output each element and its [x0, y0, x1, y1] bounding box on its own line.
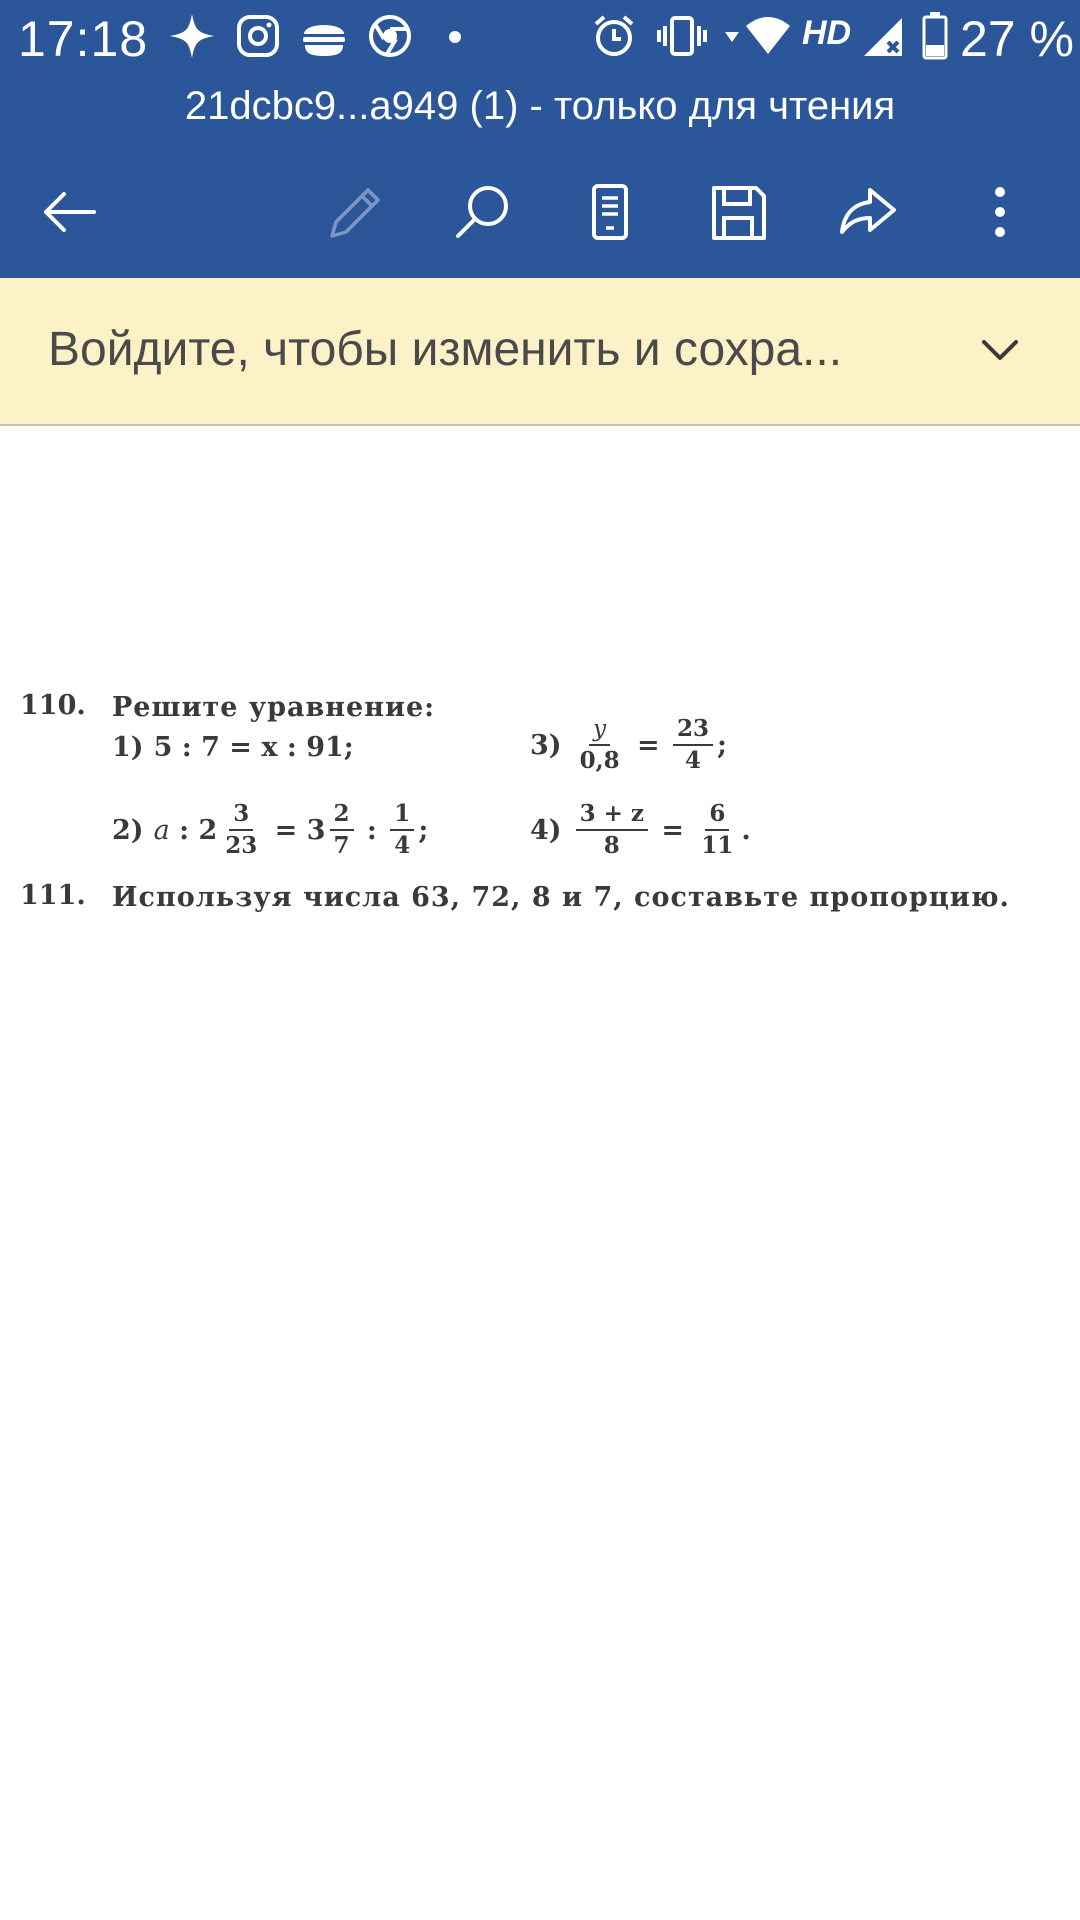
problem-110-number: 110.	[20, 690, 86, 721]
equation-1	[112, 732, 354, 763]
fraction-denominator: 0,8	[579, 747, 620, 774]
signal-icon	[862, 14, 906, 58]
fraction-numerator: y	[589, 716, 610, 746]
burger-app-icon	[300, 16, 348, 58]
battery-icon	[922, 12, 948, 60]
mobile-view-icon[interactable]	[578, 180, 642, 244]
instagram-icon	[236, 14, 280, 58]
equation-4: 4) $\frac{3 + z}{8}$ = $\frac{6}{11}$ .	[530, 800, 751, 859]
share-icon[interactable]	[836, 180, 900, 244]
sparkle-icon	[168, 12, 216, 60]
alarm-icon	[592, 14, 636, 58]
fraction-denominator: 7	[333, 832, 350, 859]
problem-111-text: Используя числа 63, 72, 8 и 7, составьте пропорцию.	[112, 882, 1010, 913]
fraction	[576, 716, 624, 774]
fraction-denominator: 4	[394, 832, 411, 859]
app-header	[0, 0, 1080, 278]
equation-3: 3) $\frac{y}{0,8}$ = $\frac{23}{4}$ ;	[530, 715, 727, 774]
equation-1-text: 5 : 7 = x : 91;	[153, 732, 354, 763]
document-title: 21dcbc9...a949 (1) - только для чтения	[184, 84, 896, 128]
equation-3-label: 3)	[530, 729, 562, 761]
fraction-numerator: 23	[673, 716, 713, 746]
mixed-whole: 3	[306, 814, 326, 846]
fraction	[330, 801, 354, 859]
document-page	[0, 426, 1080, 1920]
problem-110-prompt: Решите уравнение:	[112, 692, 436, 723]
dot-icon	[448, 30, 462, 44]
fraction	[221, 801, 261, 859]
fraction-numerator: 2	[330, 801, 354, 831]
toolbar	[0, 170, 1080, 254]
equation-1-label: 1)	[112, 732, 144, 763]
equation-4-label: 4)	[530, 814, 562, 846]
fraction	[673, 716, 713, 774]
search-icon[interactable]	[450, 180, 514, 244]
save-icon[interactable]	[706, 180, 770, 244]
equation-2-variable: a	[153, 814, 170, 846]
chrome-icon	[368, 14, 412, 58]
network-type-label: HD	[802, 14, 852, 52]
chevron-down-icon[interactable]	[976, 326, 1024, 374]
edit-pencil-icon[interactable]	[322, 180, 386, 244]
fraction-numerator: 1	[390, 801, 414, 831]
equation-2-label: 2)	[112, 814, 144, 846]
fraction-numerator: 6	[705, 801, 729, 831]
back-arrow-icon[interactable]	[38, 180, 102, 244]
battery-percent: 27 %	[960, 11, 1074, 67]
fraction-denominator: 11	[701, 832, 734, 859]
fraction	[697, 801, 737, 859]
fraction-numerator: 3	[229, 801, 253, 831]
fraction-denominator: 8	[603, 832, 620, 859]
fraction-denominator: 23	[225, 832, 258, 859]
fraction-denominator: 4	[685, 747, 702, 774]
fraction-numerator: 3 + z	[576, 801, 648, 831]
mixed-whole: 2	[198, 814, 218, 846]
vibrate-icon	[656, 14, 708, 58]
fraction	[390, 801, 414, 859]
more-options-icon[interactable]	[968, 180, 1032, 244]
equation-2: 2) a : 2 $\frac{3}{23}$ = 3 $\frac{2}{7}$ : $\frac{1}{4}$ ;	[112, 800, 429, 859]
problem-111-number: 111.	[20, 880, 86, 911]
signin-banner[interactable]	[0, 278, 1080, 426]
status-time: 17:18	[18, 11, 149, 67]
fraction	[576, 801, 648, 859]
signin-message: Войдите, чтобы изменить и сохра...	[48, 323, 843, 376]
wifi-icon	[744, 14, 792, 56]
signal-dropdown-icon	[724, 30, 740, 44]
status-bar	[0, 0, 1080, 76]
